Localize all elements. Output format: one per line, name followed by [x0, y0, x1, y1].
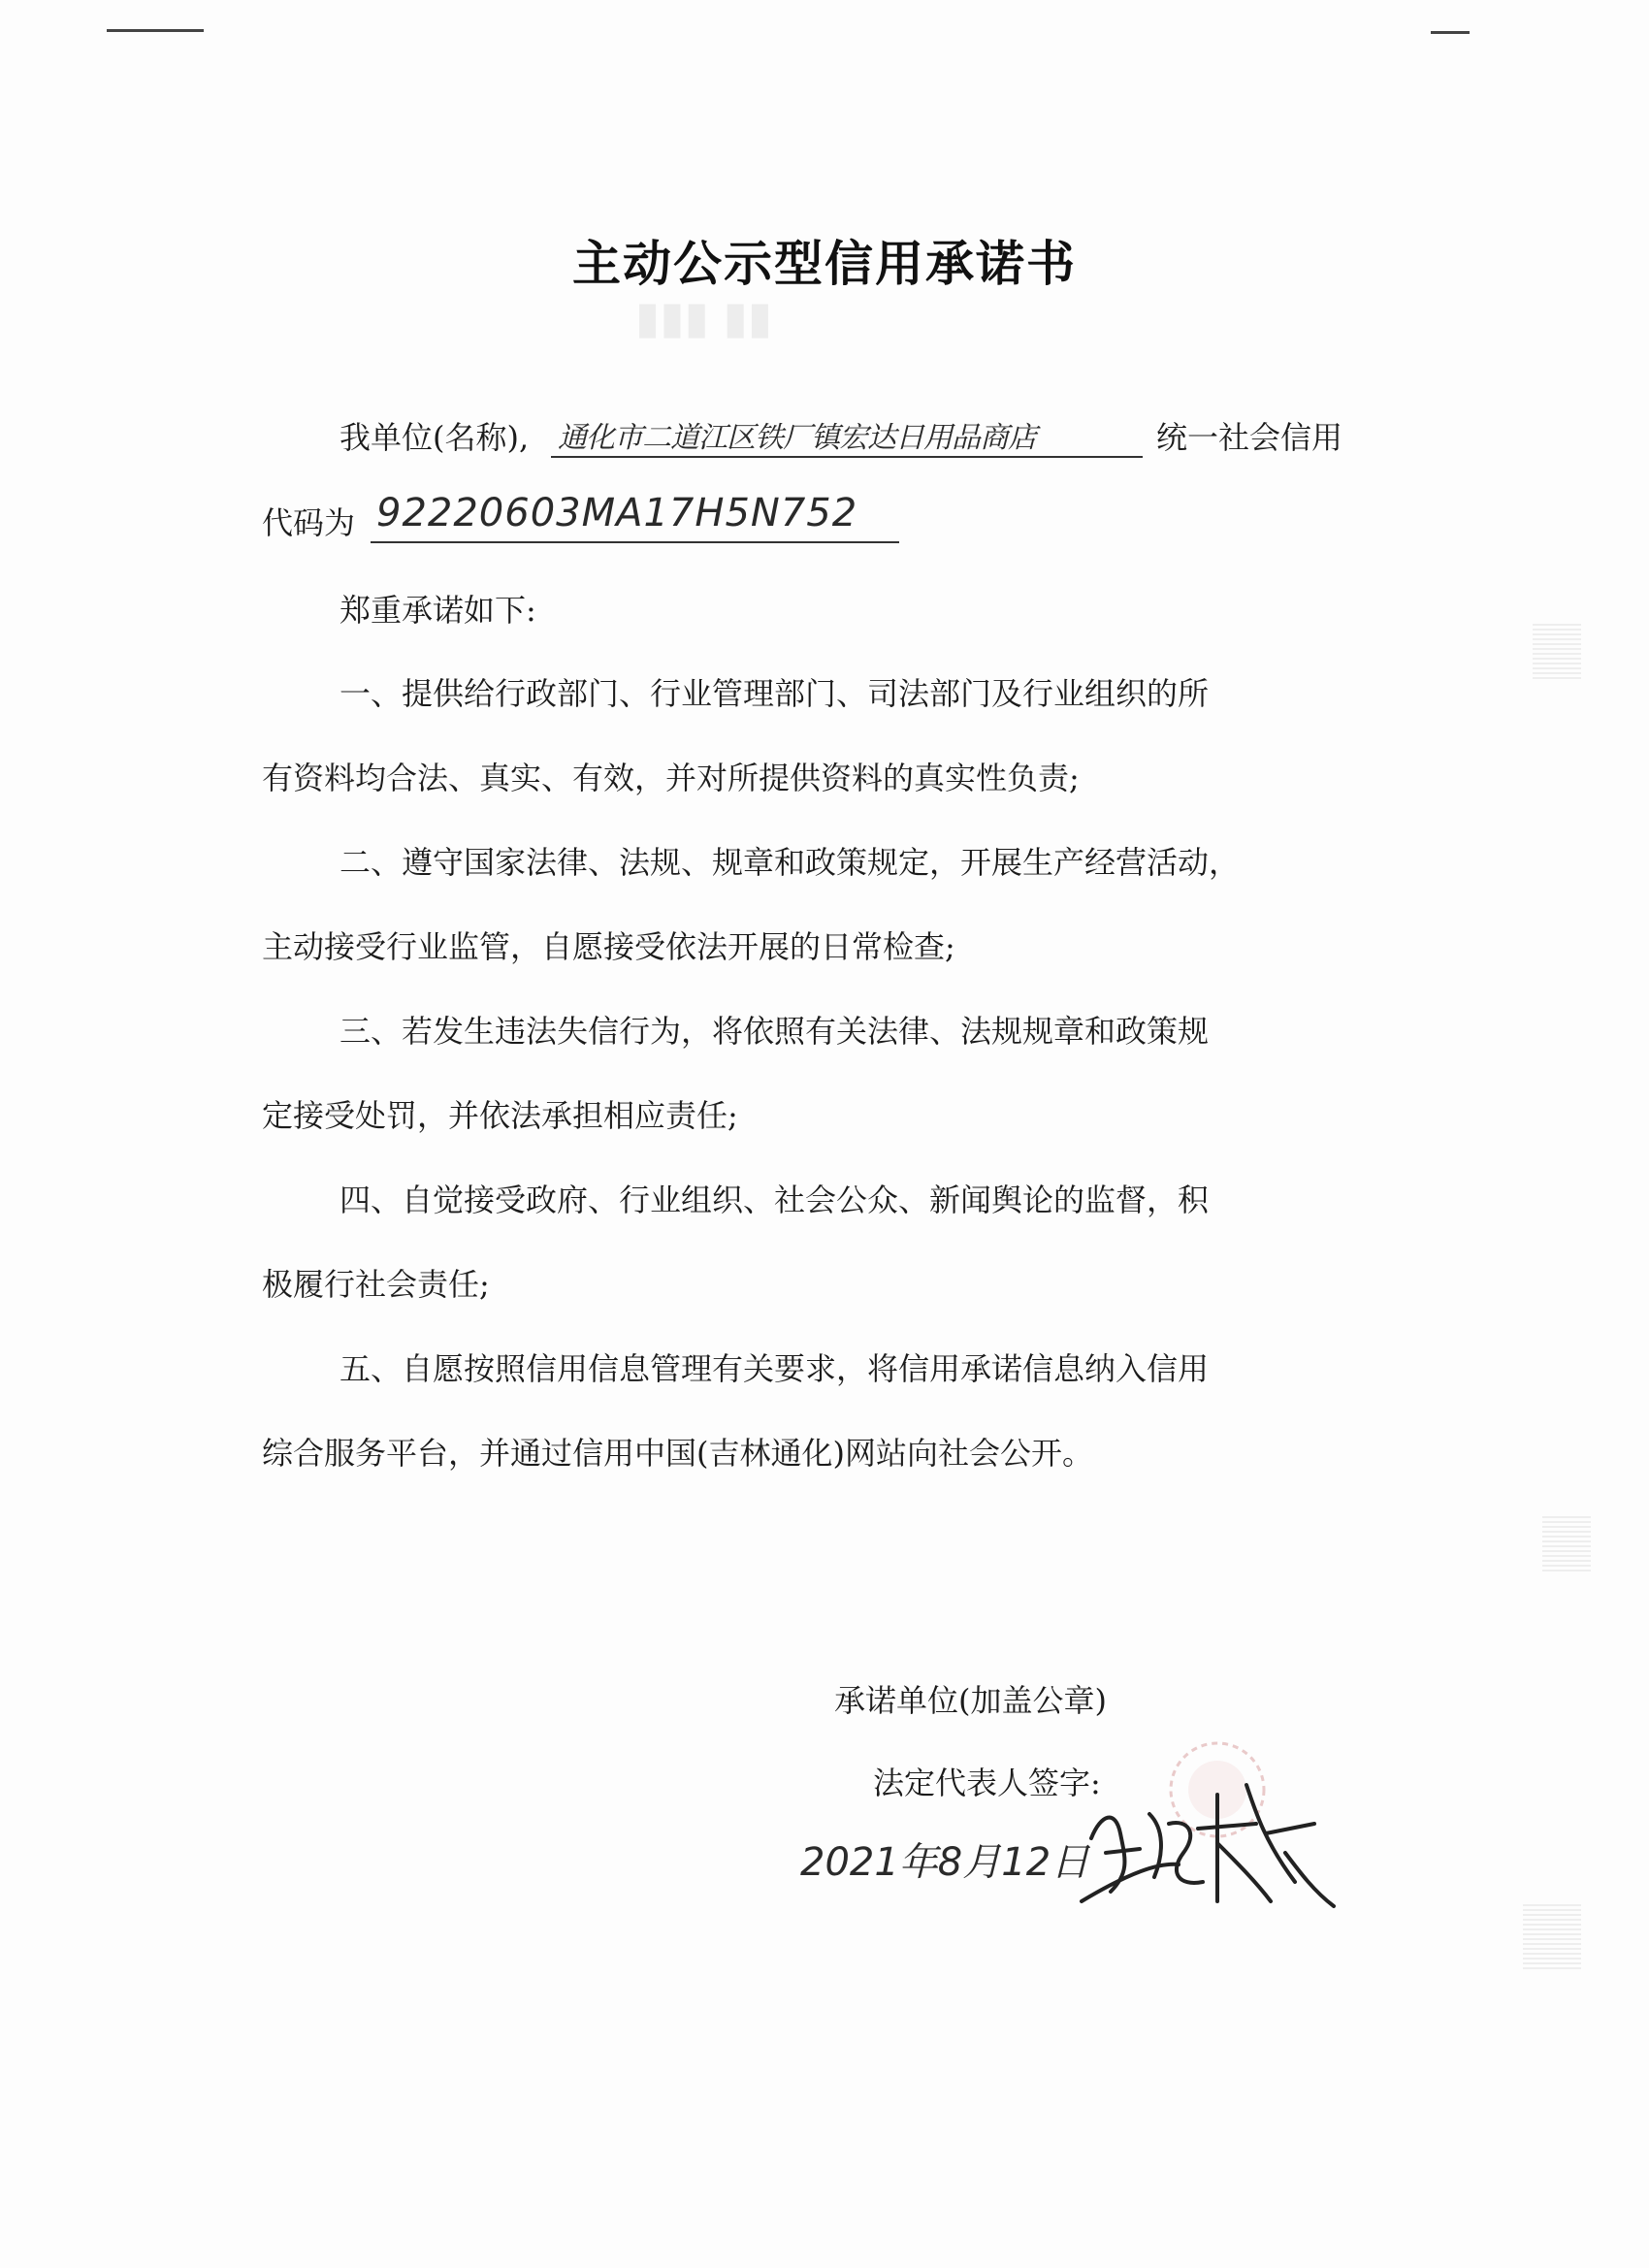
commitment-4-line-2: 极履行社会责任; — [262, 1266, 490, 1303]
commit-heading: 郑重承诺如下: — [340, 592, 536, 629]
commitment-5-line-2: 综合服务平台，并通过信用中国(吉林通化)网站向社会公开。 — [262, 1435, 1093, 1472]
commitment-2-line-1: 二、遵守国家法律、法规、规章和政策规定，开展生产经营活动， — [340, 844, 1241, 881]
credit-code-label: 代码为 — [262, 504, 356, 541]
scan-noise-right-3 — [1523, 1901, 1581, 1969]
commitment-2-line-2: 主动接受行业监管，自愿接受依法开展的日常检查; — [262, 928, 955, 965]
legal-rep-signature — [1072, 1756, 1343, 1921]
scan-noise-right-1 — [1533, 621, 1581, 679]
intro-line-1 — [340, 413, 529, 458]
commitment-3-line-2: 定接受处罚，并依法承担相应责任; — [262, 1097, 738, 1134]
company-name-handwritten: 通化市二道江区铁厂镇宏达日用品商店 — [558, 421, 1036, 455]
scan-mark-top-right — [1431, 31, 1470, 34]
legal-rep-label: 法定代表人签字: — [873, 1765, 1101, 1801]
intro-suffix: 统一社会信用 — [1156, 419, 1343, 456]
commitment-3-line-1: 三、若发生违法失信行为，将依照有关法律、法规规章和政策规 — [340, 1013, 1210, 1050]
commitment-1-line-2: 有资料均合法、真实、有效，并对所提供资料的真实性负责; — [262, 760, 1080, 796]
commitment-1-line-1: 一、提供给行政部门、行业管理部门、司法部门及行业组织的所 — [340, 675, 1210, 712]
signing-date-handwritten: 2021年8月12日 — [800, 1840, 1090, 1885]
document-title: 主动公示型信用承诺书 — [572, 236, 1077, 292]
intro-prefix: 我单位(名称), — [340, 419, 530, 456]
credit-code-underline — [371, 541, 899, 543]
commitment-4-line-1: 四、自觉接受政府、行业组织、社会公众、新闻舆论的监督，积 — [340, 1182, 1210, 1218]
company-name-underline — [551, 456, 1143, 458]
scan-noise-right-2 — [1542, 1513, 1591, 1571]
commitment-5-line-1: 五、自愿按照信用信息管理有关要求，将信用承诺信息纳入信用 — [340, 1350, 1210, 1387]
scan-mark-top-left — [107, 29, 204, 32]
commit-unit-label: 承诺单位(加盖公章) — [834, 1682, 1107, 1719]
ghost-text-1: ▮▮▮ ▮▮ — [635, 291, 773, 343]
credit-code-handwritten: 92220603MA17H5N752 — [376, 491, 858, 535]
